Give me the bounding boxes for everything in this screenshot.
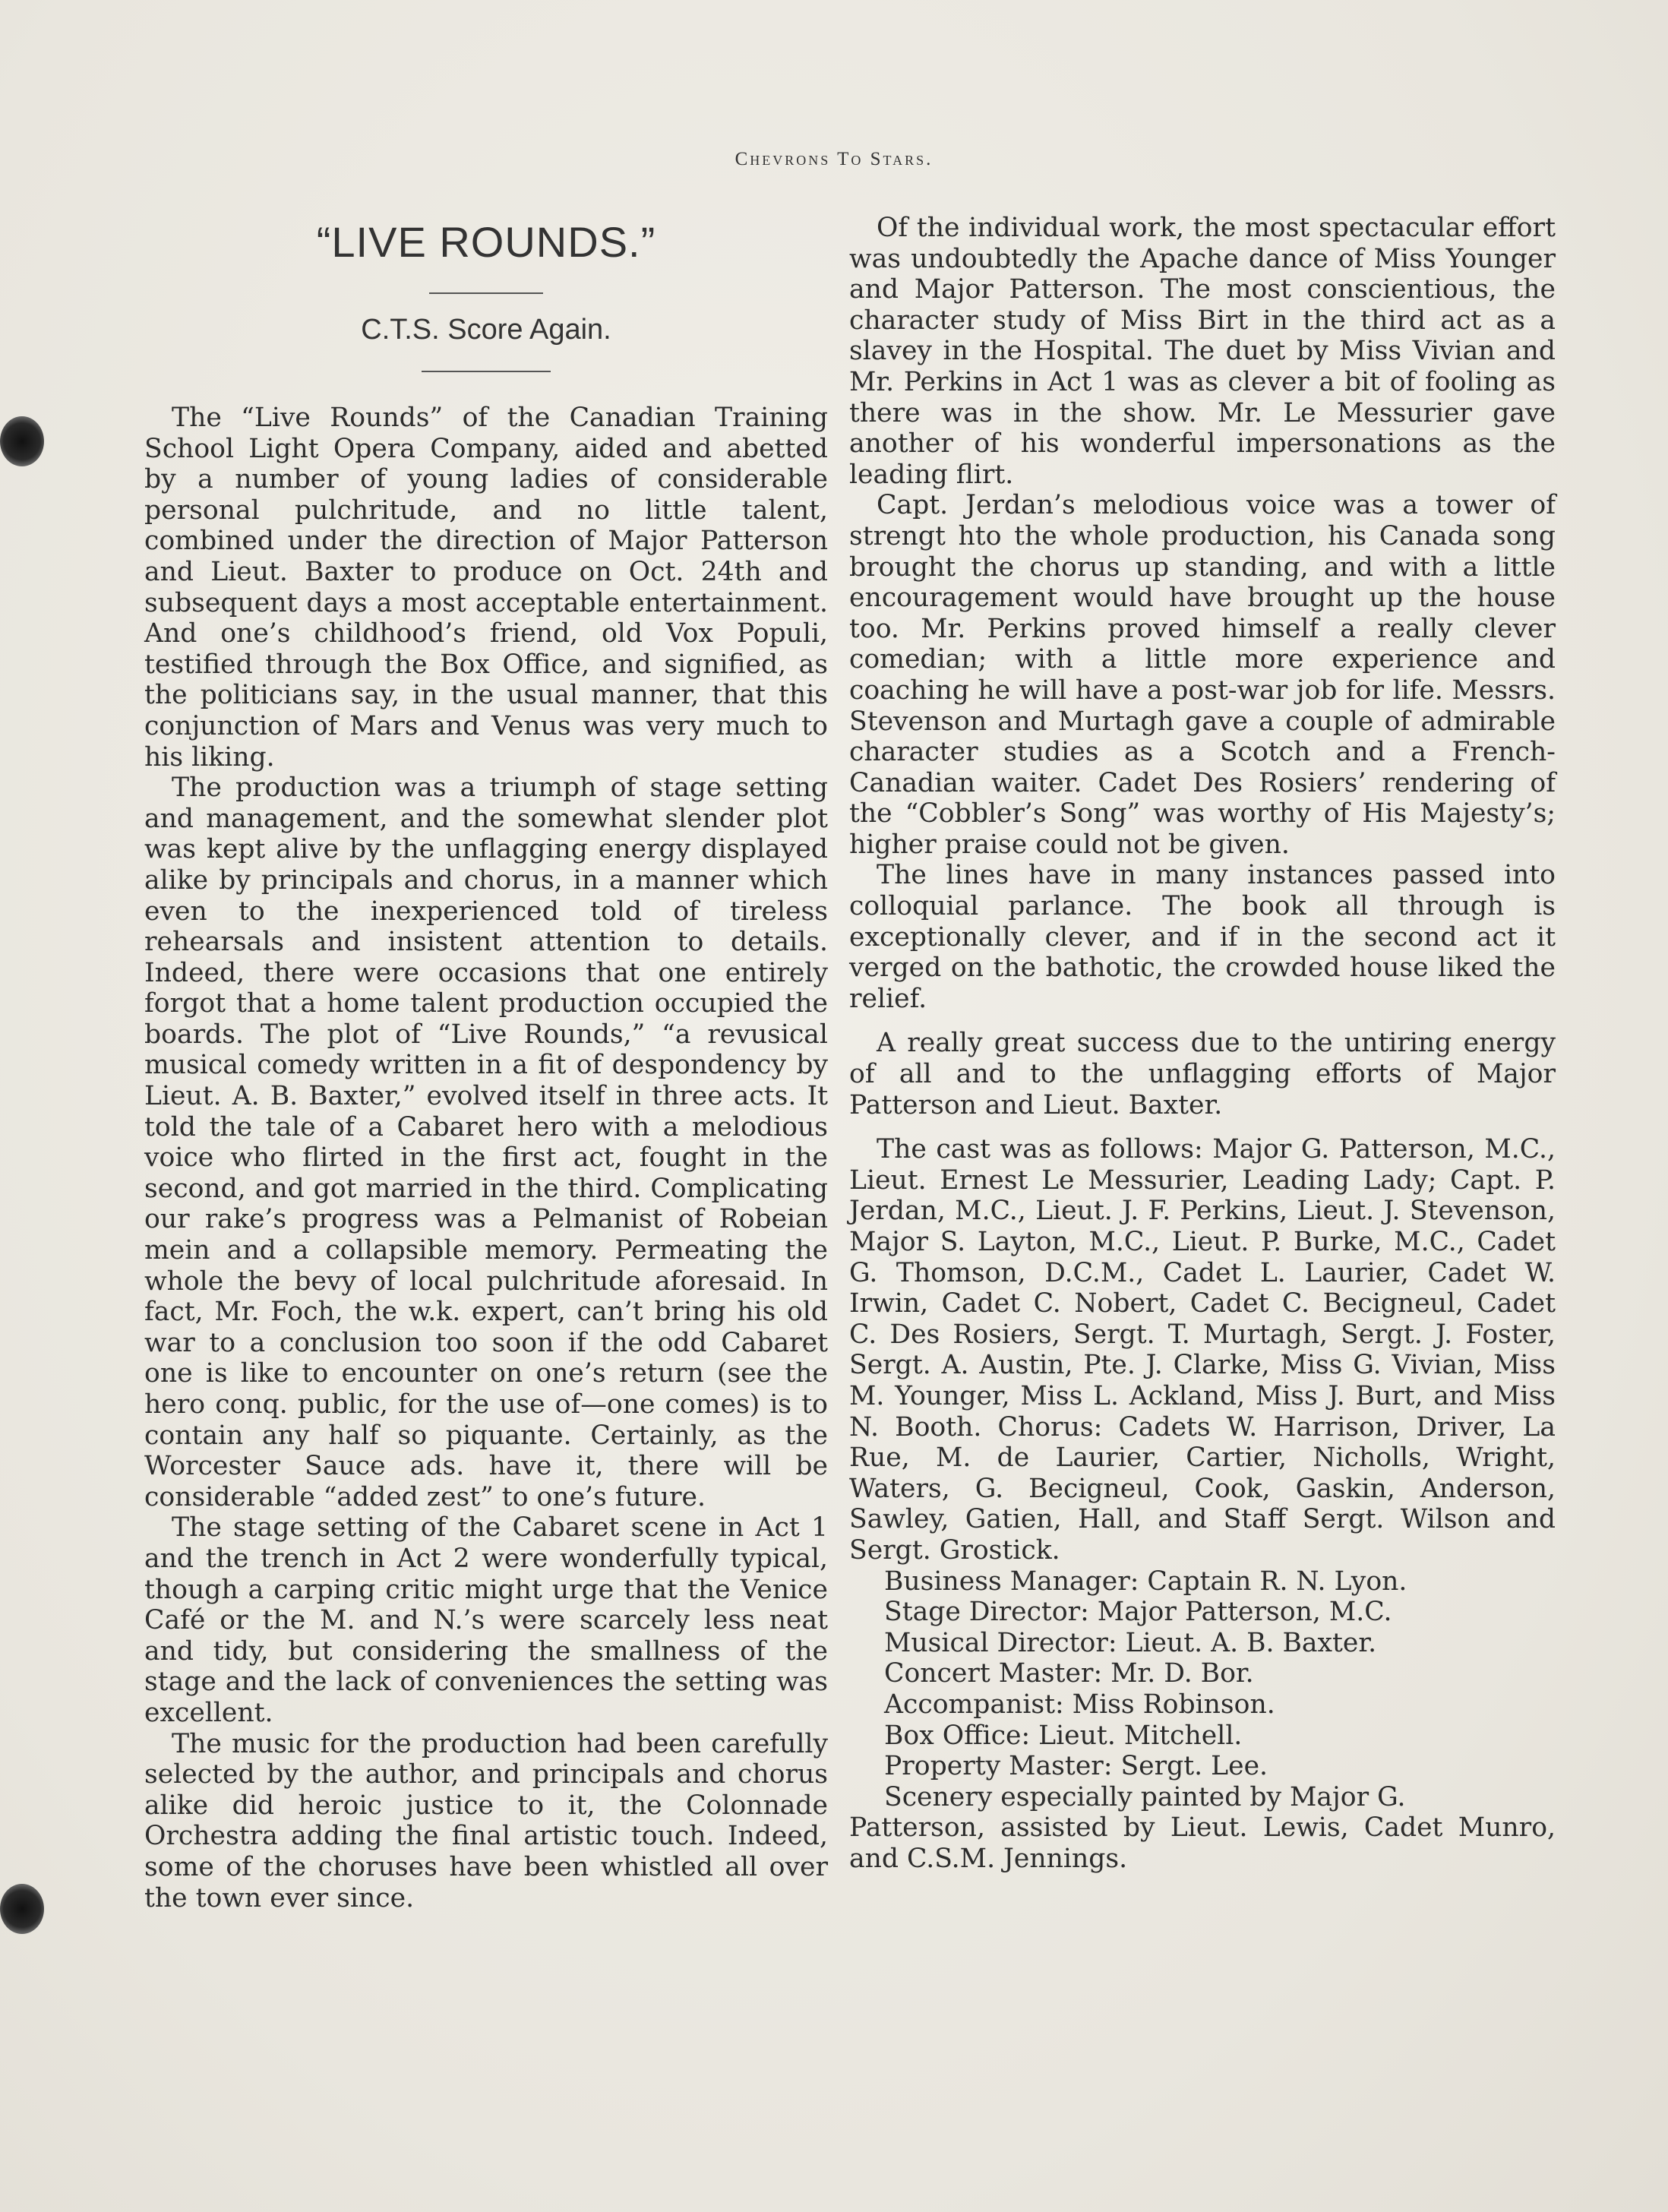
running-head: Chevrons To Stars.	[734, 149, 934, 169]
paragraph: The cast was as follows: Major G. Patterson, M.C., Lieut. Ernest Le Messurier, Leading Lady; Capt. P. Jerdan, M.C., Lieut. J. F. Perkins, Lieut. J. Stevenson, Major S. Layton, M.C., Lieut. P. Burke, M.C., Cadet G. Thomson, D.C.M., Cadet L. Laurier, Cadet W. Irwin, Cadet C. Nobert, Cadet C. Becigneul, Cadet C. Des Rosiers, Sergt. T. Murtagh, Sergt. J. Foster, Sergt. A. Austin, Pte. J. Clarke, Miss G. Vivian, Miss M. Younger, Miss L. Ackland, Miss J. Burt, and Miss N. Booth. Chorus: Cadets W. Harrison, Driver, La Rue, M. de Laurier, Cartier, Nicholls, Wright, Waters, G. Becigneul, Cook, Gaskin, Anderson, Sawley, Gatien, Hall, and Staff Sergt. Wilson and Sergt. Grostick.	[849, 1134, 1556, 1566]
punch-hole-top	[0, 416, 44, 466]
paragraph: Of the individual work, the most spectacular effort was undoubtedly the Apache dance of Miss Younger and Major Patterson. The most conscientious, the character study of Miss Birt in the third act as a slavey in the Hospital. The duet by Miss Vivian and Mr. Perkins in Act 1 was as clever a bit of fooling as there was in the show. Mr. Le Messurier gave another of his wonderful impersonations as the leading flirt.	[849, 213, 1556, 490]
credit-line: Concert Master: Mr. D. Bor.	[884, 1658, 1254, 1689]
credit-line: Musical Director: Lieut. A. B. Baxter.	[884, 1627, 1377, 1658]
paragraph: Capt. Jerdan’s melodious voice was a tower of strengt hto the whole production, his Canada song brought the chorus up standing, and with a little encouragement would have brought up the house too. Mr. Perkins proved himself a really clever comedian; with a little more experience and coaching he will have a post-war job for life. Messrs. Stevenson and Murtagh gave a couple of admirable character studies as a Scotch and a French-Canadian waiter. Cadet Des Rosiers’ rendering of the “Cobbler’s Song” was worthy of His Majesty’s; higher praise could not be given.	[849, 490, 1556, 860]
right-body	[849, 213, 1556, 1566]
paragraph: A really great success due to the untiring energy of all and to the unflagging efforts of Major Patterson and Lieut. Baxter.	[849, 1028, 1556, 1120]
article-title: “LIVE ROUNDS.”	[316, 218, 656, 266]
scenery-credit-first-line: Scenery especially painted by Major G.	[884, 1781, 1406, 1812]
subtitle-rule	[422, 371, 551, 372]
credit-line: Box Office: Lieut. Mitchell.	[884, 1720, 1243, 1751]
credit-line: Stage Director: Major Patterson, M.C.	[884, 1597, 1392, 1628]
credit-line: Property Master: Sergt. Lee.	[884, 1751, 1268, 1782]
paragraph: The lines have in many instances passed into colloquial parlance. The book all through is exceptionally clever, and if in the second act it verged on the bathotic, the crowded house liked the relief.	[849, 860, 1556, 1014]
scenery-credit-continuation: Patterson, assisted by Lieut. Lewis, Cadet Munro, and C.S.M. Jennings.	[849, 1812, 1556, 1874]
paragraph: The “Live Rounds” of the Canadian Training School Light Opera Company, aided and abetted by a number of young ladies of considerable personal pulchritude, and no little talent, combined under the direction of Major Patterson and Lieut. Baxter to produce on Oct. 24th and subsequent days a most acceptable entertainment. And one’s childhood’s friend, old Vox Populi, testified through the Box Office, and signified, as the politicians say, in the usual manner, that this conjunction of Mars and Venus was very much to his liking.	[144, 403, 828, 773]
article-subtitle: C.T.S. Score Again.	[361, 314, 611, 346]
paragraph: The music for the production had been carefully selected by the author, and principals and chorus alike did heroic justice to it, the Colonnade Orchestra adding the final artistic touch. Indeed, some of the choruses have been whistled all over the town ever since.	[144, 1728, 828, 1913]
paragraph: The stage setting of the Cabaret scene in Act 1 and the trench in Act 2 were wonderfully typical, though a carping critic might urge that the Venice Café or the M. and N.’s were scarcely less neat and tidy, but considering the smallness of the stage and the lack of conveniences the setting was excellent.	[144, 1512, 828, 1728]
punch-hole-bottom	[0, 1884, 44, 1934]
paragraph: The production was a triumph of stage setting and management, and the somewhat slender plot was kept alive by the unflagging energy displayed alike by principals and chorus, in a manner which even to the inexperienced told of tireless rehearsals and insistent attention to details. Indeed, there were occasions that one entirely forgot that a home talent production occupied the boards. The plot of “Live Rounds,” “a revusical musical comedy written in a fit of despondency by Lieut. A. B. Baxter,” evolved itself in three acts. It told the tale of a Cabaret hero with a melodious voice who flirted in the first act, fought in the second, and got married in the third. Complicating our rake’s progress was a Pelmanist of Robeian mein and a collapsible memory. Permeating the whole the bevy of local pulchritude aforesaid. In fact, Mr. Foch, the w.k. expert, can’t bring his old war to a conclusion too soon if the odd Cabaret one is like to encounter on one’s return (see the hero conq. public, for the use of—one comes) is to contain any half so piquante. Certainly, as the Worcester Sauce ads. have it, there will be considerable “added zest” to one’s future.	[144, 773, 828, 1512]
title-rule	[429, 292, 543, 294]
right-column	[849, 213, 1556, 1874]
credits-list	[849, 1566, 1556, 1875]
credit-line: Accompanist: Miss Robinson.	[884, 1689, 1275, 1720]
left-column	[144, 213, 828, 1913]
left-body	[144, 403, 828, 1913]
credit-line: Business Manager: Captain R. N. Lyon.	[884, 1566, 1407, 1597]
